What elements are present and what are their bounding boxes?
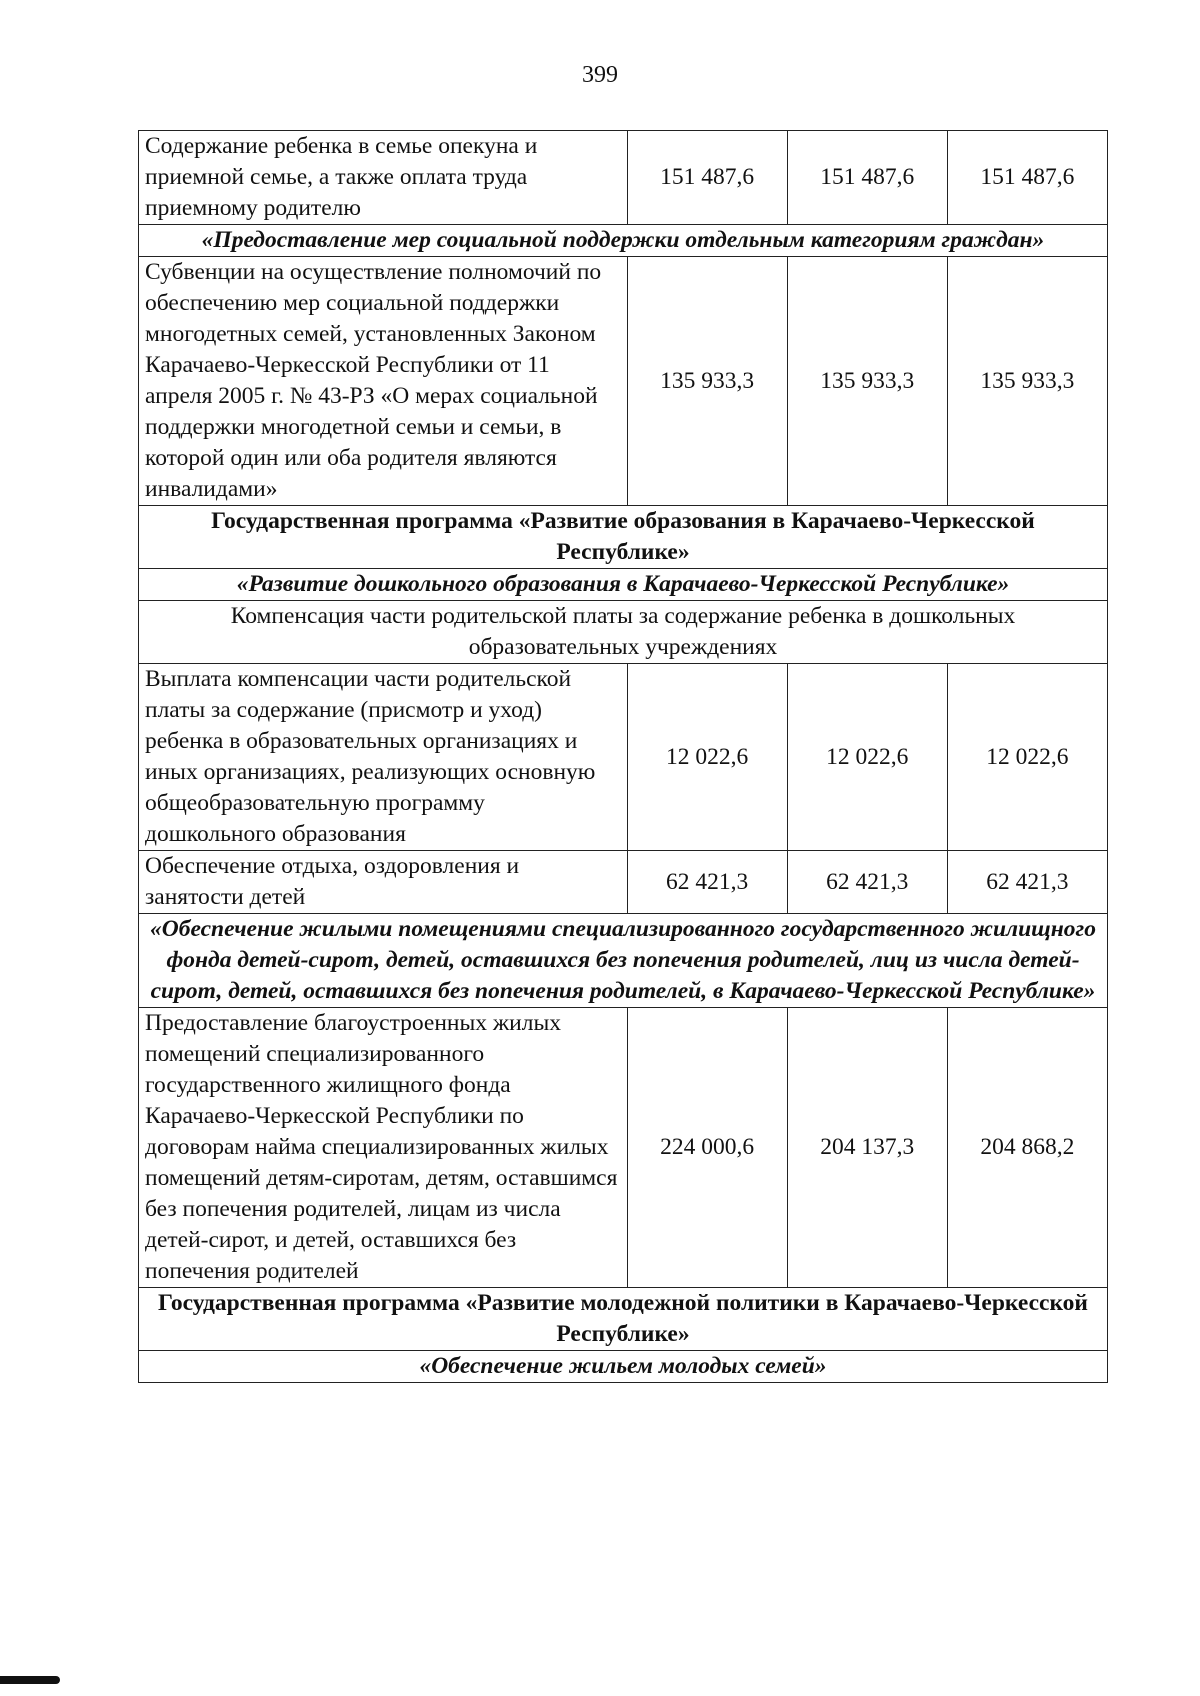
- program-heading: Государственная программа «Развитие образования в Карачаево-Черкесской Республике»: [139, 506, 1108, 569]
- table-row: [139, 664, 1108, 851]
- value-cell: 12 022,6: [787, 664, 947, 851]
- table-row: [139, 1008, 1108, 1288]
- value-cell: 224 000,6: [627, 1008, 787, 1288]
- subprogram-heading: «Развитие дошкольного образования в Карачаево-Черкесской Республике»: [139, 569, 1108, 601]
- value-cell: 62 421,3: [627, 851, 787, 914]
- table-row: [139, 851, 1108, 914]
- value-cell: 135 933,3: [627, 257, 787, 506]
- value-cell: 135 933,3: [947, 257, 1107, 506]
- value-cell: 12 022,6: [947, 664, 1107, 851]
- value-cell: 204 137,3: [787, 1008, 947, 1288]
- row-description: Содержание ребенка в семье опекуна и приемной семье, а также оплата труда приемному родителю: [139, 131, 628, 225]
- value-cell: 151 487,6: [787, 131, 947, 225]
- row-description: Предоставление благоустроенных жилых помещений специализированного государственного жилищного фонда Карачаево-Черкесской Республики по договорам найма специализированных жилых помещений детям-сиротам, детям, оставшимся без попечения родителей, лицам из числа детей-сирот, и детей, оставшихся без попечения родителей: [139, 1008, 628, 1288]
- table-row: [139, 257, 1108, 506]
- subprogram-heading: «Обеспечение жильем молодых семей»: [139, 1351, 1108, 1383]
- value-cell: 12 022,6: [627, 664, 787, 851]
- value-cell: 204 868,2: [947, 1008, 1107, 1288]
- row-description: Выплата компенсации части родительской платы за содержание (присмотр и уход) ребенка в образовательных организациях и иных организациях, реализующих основную общеобразовательную программу дошкольного образования: [139, 664, 628, 851]
- value-cell: 151 487,6: [627, 131, 787, 225]
- table-row: [139, 131, 1108, 225]
- value-cell: 62 421,3: [787, 851, 947, 914]
- section-row: [139, 914, 1108, 1008]
- page-number: 399: [582, 62, 618, 88]
- section-row: [139, 225, 1108, 257]
- row-description: Субвенции на осуществление полномочий по обеспечению мер социальной поддержки многодетных семей, установленных Законом Карачаево-Черкесской Республики от 11 апреля 2005 г. № 43-РЗ «О мерах социальной поддержки многодетной семьи и семьи, в которой один или оба родителя являются инвалидами»: [139, 257, 628, 506]
- value-cell: 151 487,6: [947, 131, 1107, 225]
- section-heading: «Предоставление мер социальной поддержки отдельным категориям граждан»: [139, 225, 1108, 257]
- section-heading: «Обеспечение жилыми помещениями специализированного государственного жилищного фонда детей-сирот, детей, оставшихся без попечения родителей, лиц из числа детей-сирот, детей, оставшихся без попечения родителей, в Карачаево-Черкесской Республике»: [139, 914, 1108, 1008]
- budget-table: [138, 130, 1108, 1383]
- program-heading: Государственная программа «Развитие молодежной политики в Карачаево-Черкесской Республике»: [139, 1288, 1108, 1351]
- program-row: [139, 1288, 1108, 1351]
- value-cell: 135 933,3: [787, 257, 947, 506]
- scan-edge-mark: [0, 1676, 60, 1684]
- value-cell: 62 421,3: [947, 851, 1107, 914]
- measure-heading: Компенсация части родительской платы за содержание ребенка в дошкольных образовательных учреждениях: [139, 601, 1108, 664]
- heading-row: [139, 601, 1108, 664]
- subprogram-row: [139, 1351, 1108, 1383]
- program-row: [139, 506, 1108, 569]
- row-description: Обеспечение отдыха, оздоровления и занятости детей: [139, 851, 628, 914]
- subprogram-row: [139, 569, 1108, 601]
